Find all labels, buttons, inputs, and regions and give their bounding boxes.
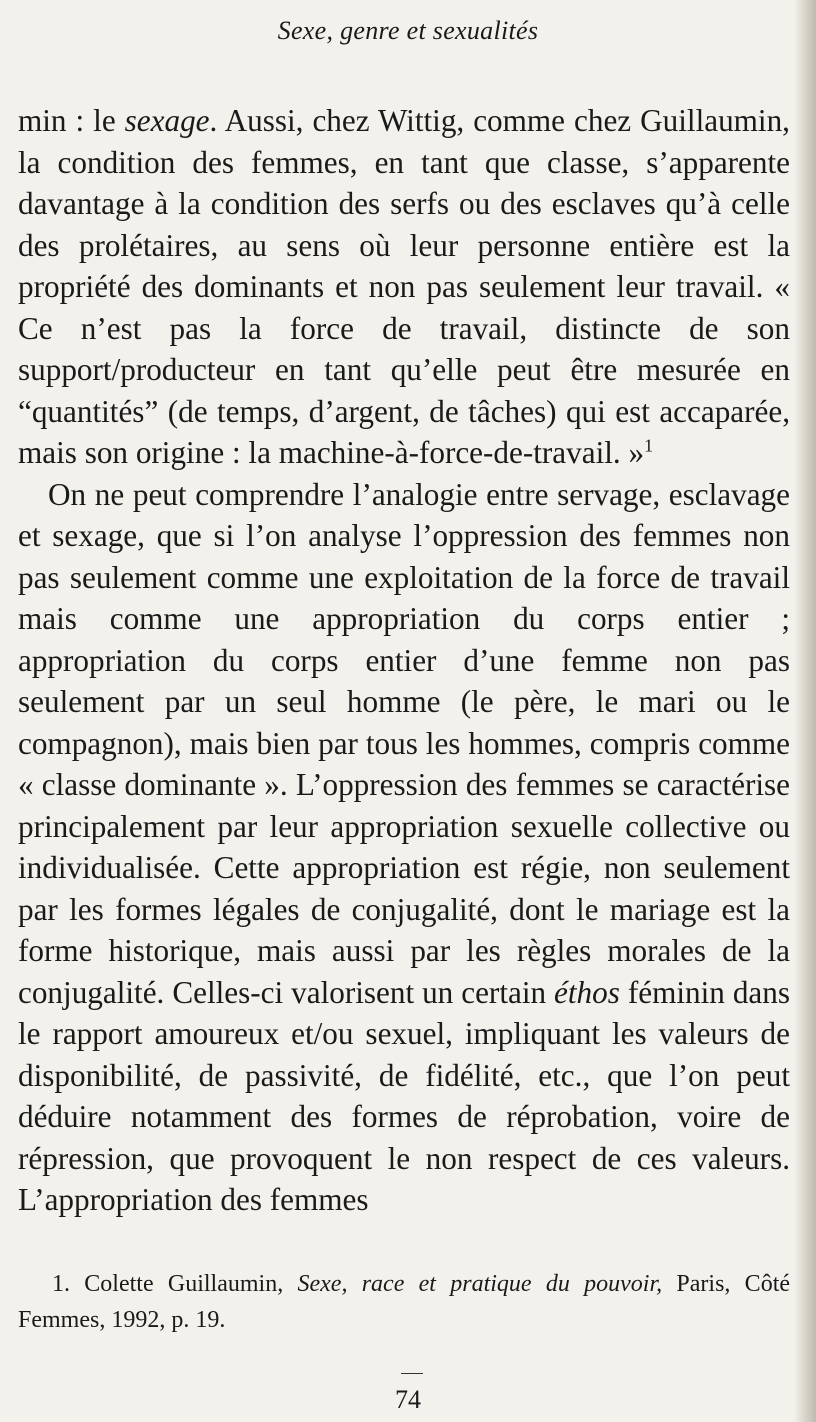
paragraph-2-text-after: féminin dans le rapport amoureux et/ou sexuel, impliquant les valeurs de disponibilité, de passivité, de fidélité, etc., que l’on peut déduire notamment des formes de réprobation, voire de répression, que provoquent le non respect de ces valeurs. L’appropriation des femmes	[18, 974, 790, 1217]
footnote-title: Sexe, race et pratique du pouvoir,	[297, 1271, 663, 1297]
footnote-number: 1.	[52, 1271, 85, 1297]
paragraph-1-lead: min : le	[18, 103, 125, 138]
running-title: Sexe, genre et sexualités	[277, 16, 539, 45]
paragraph-1	[18, 100, 790, 474]
paragraph-2	[18, 474, 790, 1221]
paragraph-1-text: . Aussi, chez Wittig, comme chez Guillaumin, la condition des femmes, en tant que classe, s’apparente davantage à la condition des serfs ou des esclaves qu’à celle des prolétaires, au sens où leur personne entière est la propriété des dominants et non pas seulement leur travail. « Ce n’est pas la force de travail, distincte de son support/producteur en tant qu’elle peut être mesurée en “quantités” (de temps, d’argent, de tâches) qui est accaparée, mais son origine : la machine-à-force-de-travail. »	[18, 103, 790, 470]
footnote	[18, 1266, 790, 1338]
body-text	[18, 100, 790, 1221]
footnote-author: Colette Guillaumin,	[84, 1271, 298, 1297]
footnote-details: Paris, Côté Femmes, 1992, p. 19.	[18, 1271, 791, 1333]
footnote-reference[interactable]: 1	[644, 435, 654, 456]
paragraph-2-text-before: On ne peut comprendre l’analogie entre servage, esclavage et sexage, que si l’on analyse l’oppression des femmes non pas seulement comme une exploitation de la force de travail mais comme une appropriation du corps entier ; appropriation du corps entier d’une femme non pas seulement par un seul homme (le père, le mari ou le compagnon), mais bien par tous les hommes, compris comme « classe dominante ». L’oppression des femmes se caractérise principalement par leur appropriation sexuelle collective ou individualisée. Cette appropriation est régie, non seulement par les formes légales de conjugalité, dont le mariage est la forme historique, mais aussi par les règles morales de la conjugalité. Celles-ci valorisent un certain	[18, 476, 790, 1010]
page-number-rule	[401, 1373, 423, 1374]
term-ethos: éthos	[554, 974, 620, 1010]
page-number: 74	[395, 1385, 421, 1414]
page-edge-shadow	[794, 0, 816, 1422]
term-sexage: sexage	[124, 103, 210, 138]
